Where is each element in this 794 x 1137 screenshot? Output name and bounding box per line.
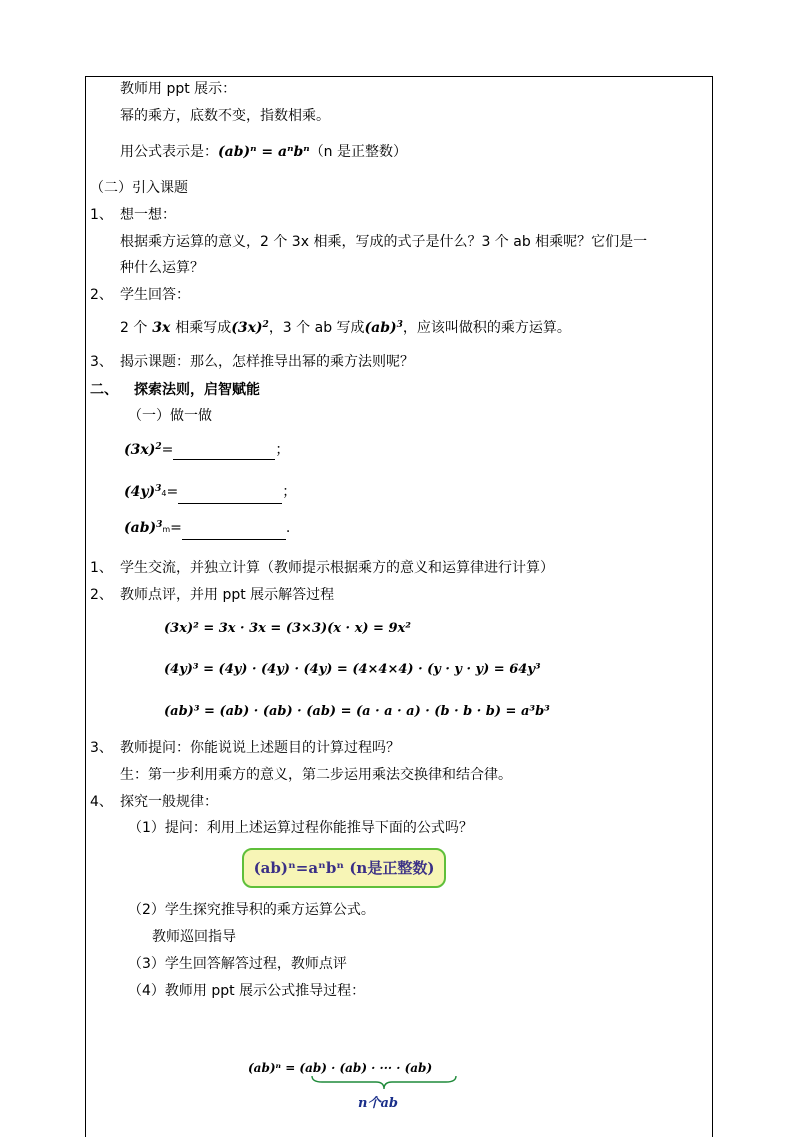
underbrace-icon <box>310 1074 458 1090</box>
item-text: 学生回答： <box>120 287 190 303</box>
step-2-note: 教师巡回指导 <box>152 929 236 945</box>
intro-formula: (ab)ⁿ = aⁿbⁿ <box>218 144 310 160</box>
item-number: 3、 <box>90 740 113 756</box>
student-answer: 生：第一步利用乘方的意义，第二步运用乘法交换律和结合律。 <box>120 767 512 783</box>
item-paragraph: 根据乘方运算的意义，2 个 3x 相乘，写成的式子是什么？3 个 ab 相乘呢？它们是一 <box>120 234 648 250</box>
item-text: 想一想： <box>120 207 176 223</box>
item-number: 2、 <box>90 287 113 303</box>
intro-line-3 <box>120 142 407 162</box>
exercise-3: (ab)$^3$m= . <box>124 518 290 540</box>
derivation-formula: (ab)ⁿ = (ab) · (ab) · ··· · (ab) <box>248 1061 433 1075</box>
item-number: 3、 <box>90 354 113 370</box>
answer-part: ，3 个 ab 写成 <box>268 320 365 336</box>
step-1: （1）提问：利用上述运算过程你能推导下面的公式吗？ <box>128 820 473 836</box>
item-text: 教师点评，并用 ppt 展示解答过程 <box>120 587 335 603</box>
section-title: （二）引入课题 <box>90 180 188 196</box>
step-4: （4）教师用 ppt 展示公式推导过程： <box>128 983 366 999</box>
part-title: 探索法则，启智赋能 <box>134 382 260 398</box>
answer-part: ，应该叫做积的乘方运算。 <box>402 320 571 336</box>
subsection-title: （一）做一做 <box>128 408 212 424</box>
equation-3: (ab)³ = (ab) · (ab) · (ab) = (a · a · a) · (b · b · b) = a³b³ <box>164 704 550 719</box>
item-text: 学生交流，并独立计算（教师提示根据乘方的意义和运算律进行计算） <box>120 560 554 576</box>
intro-formula-prefix: 用公式表示是： <box>120 144 218 160</box>
item-paragraph-cont: 种什么运算？ <box>120 260 204 276</box>
item-number: 2、 <box>90 587 113 603</box>
intro-line-1: 教师用 ppt 展示： <box>120 81 237 97</box>
answer-part: 相乘写成 <box>175 320 232 336</box>
step-2: （2）学生探究推导积的乘方运算公式。 <box>128 902 375 918</box>
item-text: 教师提问：你能说说上述题目的计算过程吗？ <box>120 740 400 756</box>
punct: . <box>285 520 291 536</box>
item-text: 探究一般规律： <box>120 794 218 810</box>
item-text: 揭示课题：那么，怎样推导出幂的乘方法则呢？ <box>120 354 414 370</box>
item-number: 1、 <box>90 560 113 576</box>
item-number: 1、 <box>90 207 113 223</box>
punct: ； <box>282 484 297 500</box>
answer-blank[interactable] <box>178 489 282 504</box>
exercise-2: $(4y)^34=$ ； <box>124 482 296 504</box>
intro-line-2: 幂的乘方，底数不变，指数相乘。 <box>120 108 330 124</box>
punct: ； <box>275 442 290 458</box>
equation-2: (4y)³ = (4y) · (4y) · (4y) = (4×4×4) · (y · y · y) = 64y³ <box>164 662 541 677</box>
equation-1: (3x)² = 3x · 3x = (3×3)(x · x) = 9x² <box>164 621 411 636</box>
formula-highlight-box: (ab)ⁿ=aⁿbⁿ (n是正整数) <box>242 848 446 888</box>
answer-blank[interactable] <box>182 525 286 540</box>
part-number: 二、 <box>90 382 118 398</box>
derivation-label: n个ab <box>358 1096 398 1111</box>
answer-part: 2 个 <box>120 320 148 336</box>
answer-blank[interactable] <box>173 445 275 460</box>
exercise-1: $(3x)^2=$ ； <box>124 442 290 458</box>
step-3: （3）学生回答解答过程，教师点评 <box>128 956 347 972</box>
item-number: 4、 <box>90 794 113 810</box>
intro-formula-suffix: （n 是正整数） <box>309 144 408 160</box>
answer-line: 2 个 3x 相乘写成$(3x)^2$，3 个 ab 写成(ab)$^3$，应该叫做积的乘方运算。 <box>120 320 571 336</box>
